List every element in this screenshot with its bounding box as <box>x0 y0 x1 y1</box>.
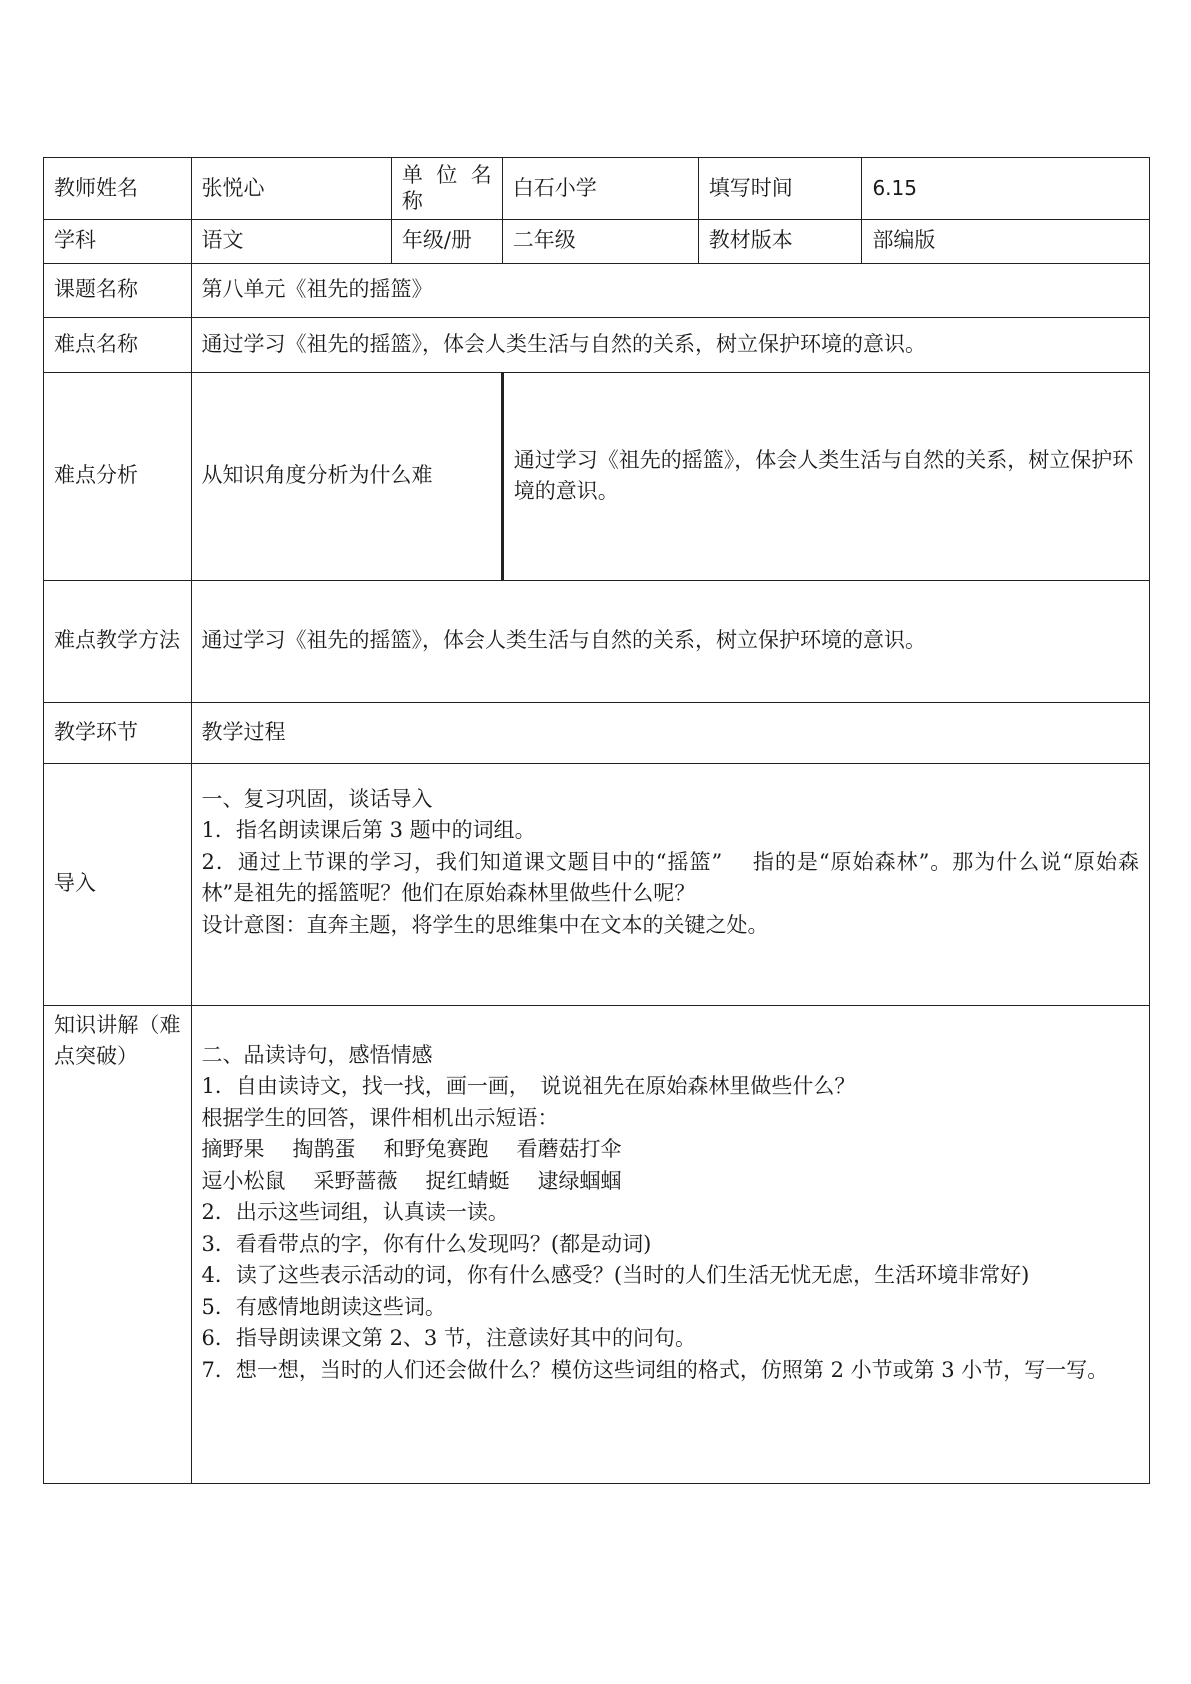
knowledge-step-1b: 根据学生的回答，课件相机出示短语： <box>201 1105 559 1130</box>
phrase-item: 看蘑菇打伞 <box>516 1137 622 1161</box>
phrase-item: 捉红蜻蜓 <box>425 1168 510 1193</box>
unit-label-line-2: 称 <box>401 189 423 214</box>
phrase-item: 逗小松鼠 <box>201 1168 286 1193</box>
phrase-item: 摘野果 <box>201 1137 265 1161</box>
row-analysis <box>44 372 1150 580</box>
row-intro <box>44 763 1150 1005</box>
intro-label: 导入 <box>44 763 192 1005</box>
knowledge-label <box>44 1005 192 1483</box>
row-method <box>44 580 1150 702</box>
subject-value: 语文 <box>191 219 391 263</box>
phrase-row-2 <box>202 1166 1139 1198</box>
difficulty-value: 通过学习《祖先的摇篮》，体会人类生活与自然的关系，树立保护环境的意识。 <box>191 317 1149 372</box>
lesson-plan-table <box>43 157 1150 1484</box>
phrase-item: 采野蔷薇 <box>313 1168 398 1193</box>
intro-step-1: 1．指名朗读课后第 3 题中的词组。 <box>201 818 536 842</box>
unit-label-line-1: 单位名 <box>401 163 492 187</box>
knowledge-step-5: 5．有感情地朗读这些词。 <box>201 1294 446 1319</box>
unit-name-label <box>391 158 502 220</box>
grade-label: 年级/册 <box>391 219 502 263</box>
teacher-name-value: 张悦心 <box>191 158 391 220</box>
knowledge-step-1: 1．自由读诗文，找一找，画一画， 说说祖先在原始森林里做些什么？ <box>201 1074 856 1098</box>
row-header-1 <box>44 158 1150 220</box>
knowledge-label-text: 知识讲解（难点突破） <box>54 1012 181 1068</box>
row-knowledge <box>44 1005 1150 1483</box>
phrase-item: 和野兔赛跑 <box>383 1137 489 1161</box>
knowledge-step-7: 7．想一想，当时的人们还会做什么？模仿这些词组的格式，仿照第 2 小节或第 3 小节，写一写。 <box>201 1357 1109 1382</box>
row-topic <box>44 263 1150 317</box>
knowledge-step-6: 6．指导朗读课文第 2、3 节，注意读好其中的问句。 <box>201 1326 696 1350</box>
topic-label: 课题名称 <box>44 263 192 317</box>
row-header-2 <box>44 219 1150 263</box>
teacher-name-label: 教师姓名 <box>44 158 192 220</box>
row-difficulty <box>44 317 1150 372</box>
phrase-item: 掏鹊蛋 <box>292 1137 356 1161</box>
unit-name-value: 白石小学 <box>502 158 698 220</box>
analysis-value: 通过学习《祖先的摇篮》，体会人类生活与自然的关系，树立保护环境的意识。 <box>502 372 1149 580</box>
process-label: 教学过程 <box>191 702 1149 763</box>
analysis-sub-label-text: 从知识角度分析为什么难 <box>201 463 433 488</box>
phrase-row-1 <box>202 1134 1139 1166</box>
phrase-item: 逮绿蝈蝈 <box>537 1168 622 1193</box>
intro-content <box>191 763 1149 1005</box>
method-label: 难点教学方法 <box>44 580 192 702</box>
topic-value: 第八单元《祖先的摇篮》 <box>191 263 1149 317</box>
analysis-label: 难点分析 <box>44 372 192 580</box>
subject-label: 学科 <box>44 219 192 263</box>
date-label: 填写时间 <box>698 158 862 220</box>
difficulty-label: 难点名称 <box>44 317 192 372</box>
knowledge-content <box>191 1005 1149 1483</box>
knowledge-step-4: 4．读了这些表示活动的词，你有什么感受？(当时的人们生活无忧无虑，生活环境非常好) <box>201 1263 1030 1287</box>
analysis-sub-label <box>191 372 502 580</box>
row-process-header <box>44 702 1150 763</box>
process-stage-label: 教学环节 <box>44 702 192 763</box>
edition-label: 教材版本 <box>698 219 862 263</box>
grade-value: 二年级 <box>502 219 698 263</box>
intro-heading: 一、复习巩固，谈话导入 <box>201 786 433 811</box>
edition-value: 部编版 <box>862 219 1150 263</box>
method-value: 通过学习《祖先的摇篮》，体会人类生活与自然的关系，树立保护环境的意识。 <box>191 580 1149 702</box>
intro-design-intent: 设计意图：直奔主题，将学生的思维集中在文本的关键之处。 <box>201 912 769 937</box>
knowledge-step-3: 3．看看带点的字，你有什么发现吗？(都是动词) <box>201 1231 652 1256</box>
date-value: 6.15 <box>862 158 1150 220</box>
intro-step-2: 2．通过上节课的学习，我们知道课文题目中的“摇篮” 指的是“原始森林”。那为什么说“原始森林”是祖先的摇篮呢？他们在原始森林里做些什么呢？ <box>201 849 1139 905</box>
knowledge-heading: 二、品读诗句，感悟情感 <box>201 1042 433 1067</box>
knowledge-step-2: 2．出示这些词组，认真读一读。 <box>201 1200 509 1224</box>
